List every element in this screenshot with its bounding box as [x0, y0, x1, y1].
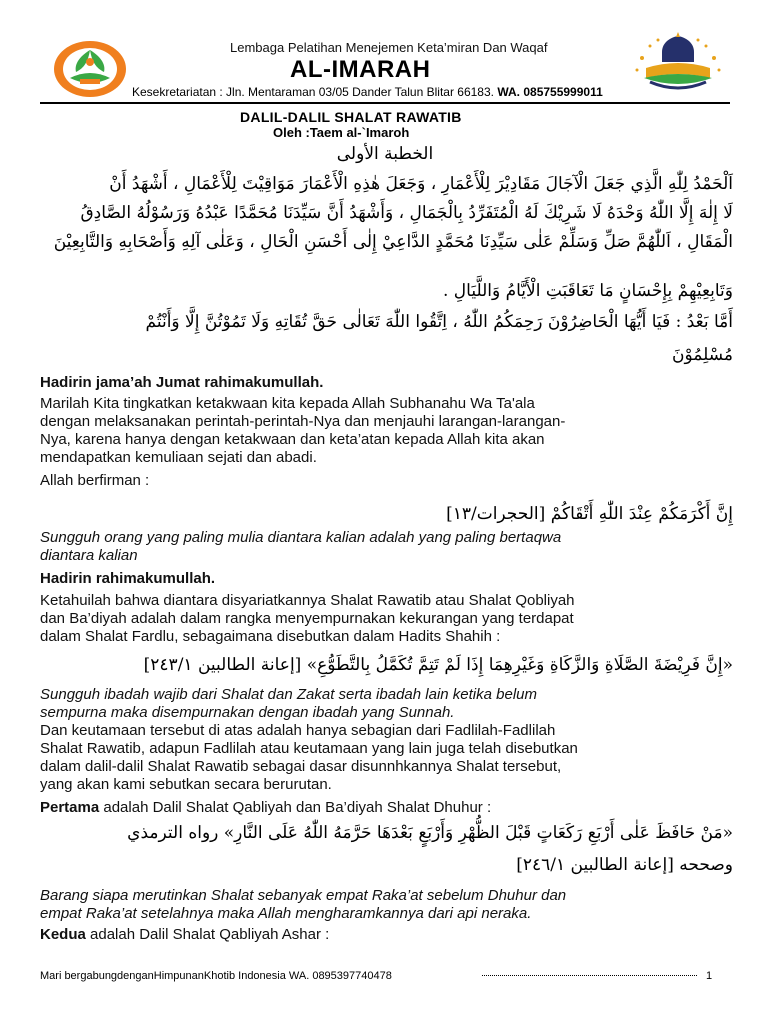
arabic-intro-line: وَتَابِعِيْهِمْ بِإِحْسَانٍ مَا تَعَاقَبَتِ الْأَيَّامُ وَاللَّيَالِ . [442, 281, 733, 301]
arabic-heading: الخطبة الأولى [336, 144, 434, 164]
institute-subtitle: Lembaga Pelatihan Menejemen Keta’miran Dan Waqaf [230, 40, 548, 55]
paragraph-line: Ketahuilah bahwa diantara disyariatkannya Shalat Rawatib atau Shalat Qobliyah [40, 592, 575, 609]
section-heading [40, 799, 730, 817]
footer-text: Mari bergabungdenganHimpunanKhotib Indonesia WA. 0895397740478 [40, 970, 392, 982]
address-line [132, 85, 603, 99]
organization-name: AL-IMARAH [290, 56, 431, 83]
section-text: adalah Dalil Shalat Qabliyah dan Ba’diyah Shalat Dhuhur : [99, 799, 492, 816]
address-text: Kesekretariatan : Jln. Mentaraman 03/05 Dander Talun Blitar 66183. [132, 85, 494, 99]
paragraph-line: dalam Shalat Fardlu, sebagaimana disebutkan dalam Hadits Shahih : [40, 628, 501, 645]
translation-line: Barang siapa merutinkan Shalat sebanyak empat Raka’at sebelum Dhuhur dan [40, 887, 567, 904]
header-divider [40, 102, 730, 104]
page-number: 1 [706, 970, 713, 982]
paragraph-line: Dan keutamaan tersebut di atas adalah hanya sebagian dari Fadlilah-Fadlilah [40, 722, 556, 739]
document-title: DALIL-DALIL SHALAT RAWATIB [240, 109, 462, 125]
translation-line: Sungguh orang yang paling mulia diantara kalian adalah yang paling bertaqwa [40, 529, 562, 546]
paragraph-line: mendapatkan kemuliaan sejati dan abadi. [40, 449, 317, 466]
al-imarah-logo-icon [50, 38, 130, 100]
translation-line: Sungguh ibadah wajib dari Shalat dan Zakat serta ibadah lain ketika belum [40, 686, 537, 703]
paragraph [40, 592, 730, 646]
mosque-book-logo-icon [628, 32, 728, 100]
greeting-heading: Hadirin jama’ah Jumat rahimakumullah. [40, 374, 324, 391]
translation-line: empat Raka’at setelahnya maka Allah mengharamkannya dari api neraka. [40, 905, 532, 922]
translation [40, 529, 730, 565]
phone-number: WA. 085755999011 [497, 85, 603, 99]
paragraph-line: dengan melaksanakan perintah-perintah-Nya dan menjauhi larangan-larangan- [40, 413, 566, 430]
paragraph [40, 722, 730, 794]
section-label: Kedua [40, 926, 86, 943]
section-label: Pertama [40, 799, 100, 816]
hadith-text: «مَنْ حَافَظَ عَلٰى أَرْبَعِ رَكَعَاتٍ قَبْلَ الظُّهْرِ وَأَرْبَعٍ بَعْدَهَا حَرَّمَهُ اللّٰهُ عَلَى النَّارِ» رواه الترمذي [127, 823, 733, 843]
hadith-source: وصححه [إعانة الطالبين ٢٤٦/١] [516, 855, 733, 875]
arabic-amma-badu-line: مُسْلِمُوْنَ [672, 345, 733, 365]
section-text: adalah Dalil Shalat Qabliyah Ashar : [85, 926, 330, 943]
paragraph-line: Marilah Kita tingkatkan ketakwaan kita kepada Allah Subhanahu Wa Ta'ala [40, 395, 535, 412]
quran-verse: إِنَّ أَكْرَمَكُمْ عِنْدَ اللّٰهِ أَتْقَاكُمْ [الحجرات/١٣] [446, 504, 733, 524]
translation [40, 887, 730, 923]
paragraph-line: Shalat Rawatib, adapun Fadlilah atau keutamaan yang lain juga telah disebutkan [40, 740, 578, 757]
paragraph-line: dalam dalil-dalil Shalat Rawatib sebagai dasar disunnhkannya Shalat tersebut, [40, 758, 562, 775]
arabic-intro-line: الْمَقَالِ ، اَللّٰهُمَّ صَلِّ وَسَلِّمْ عَلٰى سَيِّدِنَا مُحَمَّدٍ الدَّاعِيْ إِلٰى أَحْسَنِ الْحَالِ ، وَعَلٰى آلِهِ وَأَصْحَابِهِ وَالتَّابِعِيْنَ [53, 232, 733, 252]
translation-line: sempurna maka disempurnakan dengan ibadah yang Sunnah. [40, 704, 455, 721]
arabic-intro-line: اَلْحَمْدُ لِلّٰهِ الَّذِي جَعَلَ الْآجَالَ مَقَادِيْرَ لِلْأَعْمَارِ ، وَجَعَلَ هٰذِهِ الْأَعْمَارَ مَوَاقِيْتَ لِلْأَعْمَالِ ، أَشْهَدُ أَنْ [109, 174, 733, 194]
arabic-intro-line: لَا إِلٰهَ إِلَّا اللّٰهُ وَحْدَهُ لَا شَرِيْكَ لَهُ الْمُتَفَرِّدُ بِالْجَمَالِ ، وَأَشْهَدُ أَنَّ سَيِّدَنَا مُحَمَّدًا عَبْدُهُ وَرَسُوْلُهُ الصَّادِقُ [80, 203, 733, 223]
footer-dotted-leader [482, 975, 697, 976]
firman-label: Allah berfirman : [40, 472, 150, 489]
translation [40, 686, 730, 722]
translation-line: diantara kalian [40, 547, 138, 564]
paragraph-line: dan Ba’diyah adalah dalam rangka menyempurnakan kekurangan yang terdapat [40, 610, 574, 627]
paragraph-line: yang akan kami sebutkan secara berurutan. [40, 776, 332, 793]
paragraph-line: Nya, karena hanya dengan ketakwaan dan keta’atan kepada Allah kita akan [40, 431, 545, 448]
hadith-text: «إِنَّ فَرِيْضَةَ الصَّلَاةِ وَالزَّكَاةِ وَغَيْرِهِمَا إِذَا لَمْ تَتِمَّ تُكَمَّلُ بِالتَّطَوُّعِ» [إعانة الطالبين ٢٤٣/١] [143, 655, 733, 675]
greeting-heading: Hadirin rahimakumullah. [40, 570, 216, 587]
section-heading [40, 926, 730, 944]
arabic-amma-badu-line: أَمَّا بَعْدُ : فَيَا أَيُّهَا الْحَاضِرُوْنَ رَحِمَكُمُ اللّٰهُ ، اِتَّقُوا اللّٰهَ تَعَالٰى حَقَّ تُقَاتِهِ وَلَا تَمُوْتُنَّ إِلَّا وَأَنْتُمْ [145, 312, 733, 332]
paragraph [40, 395, 730, 467]
document-author: Oleh :Taem al-`Imaroh [273, 125, 410, 140]
